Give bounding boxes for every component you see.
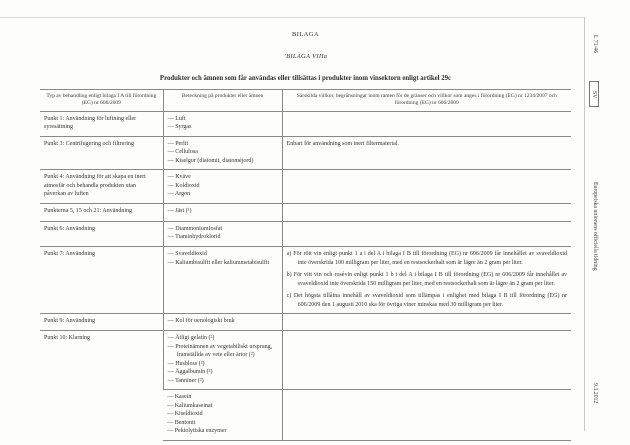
products-table-container	[40, 89, 571, 441]
treatment-cell: Punkt 6: Användning	[40, 221, 163, 246]
list-item: — Kasein	[167, 394, 192, 401]
list-item: Enbart för användning som inert filtermaterial.	[286, 140, 399, 147]
list-item: — Tiaminhydroklorid	[167, 234, 221, 241]
conditions-cell	[282, 221, 571, 246]
right-margin-column	[589, 17, 615, 431]
conditions-cell	[282, 111, 571, 136]
list-item: — Kaliumkaseinat	[167, 402, 213, 409]
list-item: — Perlit	[167, 140, 189, 147]
list-item: — Bentonit	[167, 419, 196, 426]
treatment-cell: Punkt 1: Användning för luftning eller syresättning	[40, 111, 163, 136]
list-item: — Svaveldioxid	[167, 251, 207, 257]
conditions-cell	[282, 314, 571, 331]
products-table	[40, 89, 571, 441]
list-item: — Proteinämnen av vegetabiliskt ursprung, framställda av vete eller ärtor (²)	[167, 343, 273, 359]
table-header-row	[40, 90, 571, 112]
page-top-rule	[0, 17, 585, 18]
treatment-cell: Punkt 3: Centrifugering och filtrering	[40, 136, 163, 170]
margin-journal-title: Europeiska unionens officiella tidning	[592, 182, 598, 271]
list-item: c) Det högsta tillåtna innehåll av svaveldioxid som tillämpas i enlighet med bilaga I B till förordning (EG) nr 606/2009 den 1 augusti 2010 ska för övriga viner minskas med 30 milligram per liter.	[286, 293, 567, 308]
table-row	[40, 136, 571, 170]
table-row	[40, 111, 571, 136]
products-cell	[163, 331, 282, 390]
list-item: — Diammoniumfosfat	[167, 225, 223, 232]
table-row	[40, 221, 571, 246]
margin-date: 9.3.2012	[592, 383, 598, 404]
list-item: — Argon	[167, 191, 191, 198]
list-item: — Kiselgur (diatomit, diatoméjord)	[167, 157, 254, 164]
products-cell	[163, 314, 282, 331]
table-row	[40, 331, 571, 390]
treatment-cell: Punkt 10: Klarning	[40, 331, 163, 441]
conditions-cell	[282, 136, 571, 170]
treatment-cell: Punkt 4: Användning för att skapa en inert atmosfär och behandla produkten utan påverkan av luften	[40, 170, 163, 204]
treatment-cell: Punkterna 5, 15 och 21: Användning	[40, 203, 163, 221]
list-item: — Ätligt gelatin (²)	[167, 335, 215, 342]
products-cell	[163, 390, 282, 441]
conditions-cell	[282, 247, 571, 314]
list-item: a) För rött vin enligt punkt 1 a i del A i bilaga I B till förordning (EG) nr 606/2009 får innehållet av svaveldioxid inte överskrida 100 milligram per liter, med en restsockerhalt som är lägre än 2 gram per liter.	[286, 251, 567, 266]
products-cell	[163, 136, 282, 170]
table-row	[40, 314, 571, 331]
treatment-cell: Punkt 9: Användning	[40, 314, 163, 331]
annex-heading: BILAGA	[292, 31, 319, 38]
conditions-cell	[282, 203, 571, 221]
conditions-cell	[282, 390, 571, 441]
list-item: — Luft	[167, 115, 186, 122]
language-code-label: SV	[591, 90, 597, 98]
list-item: — Kaliumbisulfit eller kaliummetabisulfit	[167, 259, 270, 266]
list-item: — Jäst (¹)	[167, 207, 192, 214]
treatment-cell: Punkt 7: Användning	[40, 247, 163, 314]
list-item: b) För vitt vin och rosévin enligt punkt 1 b i del A i bilaga I B till förordning (EG) nr 606/2009 får innehållet av svaveldioxid inte överskrida 150 milligram per liter, med en restsockerhalt som är lägre än 2 gram per liter.	[286, 272, 567, 287]
list-item: — Cellulosa	[167, 149, 198, 156]
products-cell	[163, 111, 282, 136]
list-item: — Koldioxid	[167, 182, 200, 189]
list-item: — Kol för oenologiskt bruk	[167, 318, 235, 325]
margin-divider-rule	[584, 17, 585, 431]
table-row	[40, 247, 571, 314]
products-cell	[163, 247, 282, 314]
header-treatment-type: Typ av behandling enligt bilaga I A till förordning (EG) nr 606/2009	[40, 90, 163, 112]
products-cell	[163, 221, 282, 246]
header-product-designation: Beteckning på produkter eller ämnen	[163, 90, 282, 112]
margin-page-number: L 71/46	[592, 35, 598, 53]
list-item: — Syrgas	[167, 124, 192, 131]
list-item: — Äggalbumin (²)	[167, 369, 213, 376]
list-item: — Husbloss (²)	[167, 360, 205, 367]
conditions-cell	[282, 331, 571, 390]
annex-number-heading: ’BILAGA VIIIa	[283, 53, 328, 60]
table-title: Produkter och ämnen som får användas eller tillsättas i produkter inom vinsektorn enligt artikel 29c	[159, 75, 452, 82]
language-code-box	[589, 81, 599, 107]
table-row	[40, 203, 571, 221]
list-item: — Tanniner (²)	[167, 377, 204, 384]
conditions-cell	[282, 170, 571, 204]
list-item: — Kiseldioxid	[167, 411, 203, 418]
header-special-conditions: Särskilda villkor, begränsningar inom ramen för de gränser och villkor som anges i förordning (EG) nr 1234/2007 och förordning (EG) nr 606/2009	[282, 90, 571, 112]
products-cell	[163, 203, 282, 221]
table-row	[40, 170, 571, 204]
list-item: — Kväve	[167, 174, 191, 181]
products-cell	[163, 170, 282, 204]
list-item: — Pektolytiska enzymer	[167, 428, 227, 435]
